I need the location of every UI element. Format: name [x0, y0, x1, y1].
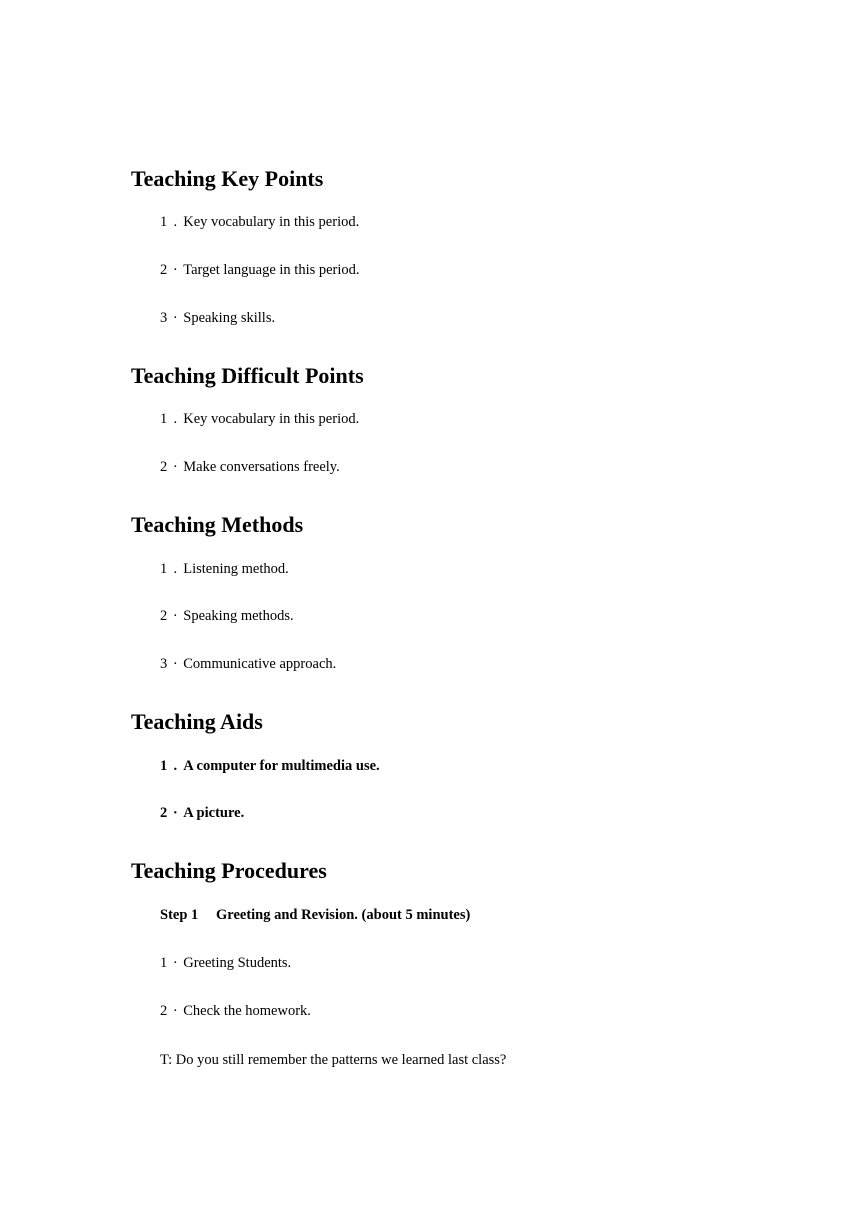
item-separator: · [172, 955, 178, 971]
list-item [160, 607, 294, 625]
item-separator: . [173, 561, 178, 577]
item-text: Key vocabulary in this period. [183, 214, 360, 230]
list-item [160, 261, 360, 279]
item-text: Communicative approach. [183, 656, 337, 672]
item-text: A computer for multimedia use. [183, 758, 380, 774]
item-separator: . [173, 214, 178, 230]
item-separator: · [172, 310, 178, 326]
item-number: 2 [160, 262, 168, 278]
item-text: A picture. [183, 805, 245, 821]
list-item [160, 804, 244, 822]
item-separator: · [172, 805, 178, 821]
item-number: 1 [160, 214, 168, 230]
item-text: Key vocabulary in this period. [183, 411, 360, 427]
item-number: 3 [160, 310, 168, 326]
list-item [160, 655, 336, 673]
item-separator: . [173, 758, 178, 774]
list-item [160, 213, 359, 231]
section-heading-procedures: Teaching Procedures [131, 858, 327, 883]
list-item [160, 1002, 311, 1020]
item-number: 2 [160, 1003, 168, 1019]
item-text: Check the homework. [183, 1003, 311, 1019]
item-number: 2 [160, 459, 168, 475]
step-label: Step 1 [160, 907, 199, 923]
list-item [160, 410, 359, 428]
list-item [160, 560, 289, 578]
list-item [160, 309, 275, 327]
item-separator: · [172, 1003, 178, 1019]
item-number: 1 [160, 561, 168, 577]
step-text: Greeting and Revision. (about 5 minutes) [216, 907, 471, 923]
item-separator: · [172, 656, 178, 672]
item-number: 2 [160, 608, 168, 624]
section-heading-difficult-points: Teaching Difficult Points [131, 363, 364, 388]
section-heading-aids: Teaching Aids [131, 709, 263, 734]
item-number: 1 [160, 758, 168, 774]
item-text: Greeting Students. [183, 955, 292, 971]
list-item [160, 954, 291, 972]
item-separator: · [172, 459, 178, 475]
item-number: 2 [160, 805, 168, 821]
list-item [160, 757, 380, 775]
step-heading [160, 906, 470, 924]
item-separator: · [172, 608, 178, 624]
item-text: Target language in this period. [183, 262, 360, 278]
item-text: Make conversations freely. [183, 459, 340, 475]
section-heading-methods: Teaching Methods [131, 512, 304, 537]
item-number: 3 [160, 656, 168, 672]
item-separator: . [173, 411, 178, 427]
list-item [160, 458, 340, 476]
item-number: 1 [160, 411, 168, 427]
section-heading-key-points: Teaching Key Points [131, 166, 324, 191]
dialogue-line: T: Do you still remember the patterns we learned last class? [160, 1052, 507, 1068]
item-text: Listening method. [183, 561, 289, 577]
item-text: Speaking methods. [183, 608, 294, 624]
item-separator: · [172, 262, 178, 278]
item-number: 1 [160, 955, 168, 971]
item-text: Speaking skills. [183, 310, 276, 326]
